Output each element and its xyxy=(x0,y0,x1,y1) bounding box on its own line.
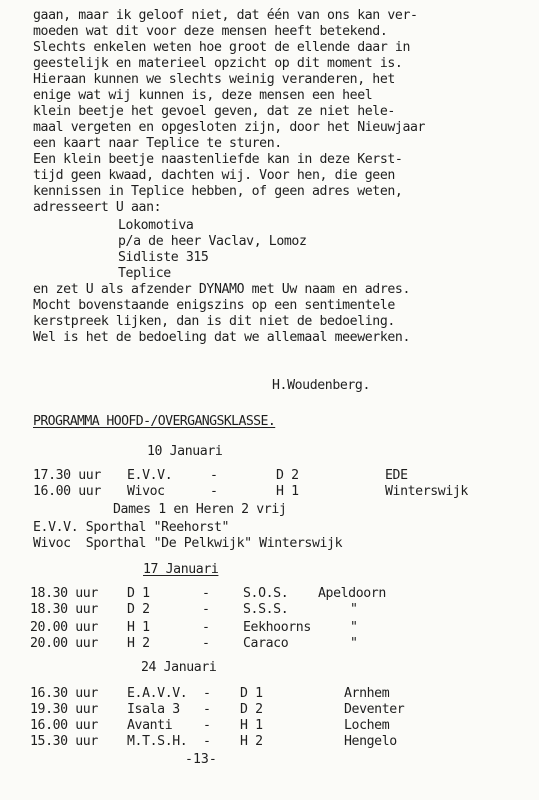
venue-line: E.V.V. Sporthal "Reehorst" xyxy=(33,520,230,535)
match-time: 18.30 uur xyxy=(30,602,98,617)
separator-dash: - xyxy=(202,620,210,635)
address-line: p/a de heer Vaclav, Lomoz xyxy=(118,234,307,249)
separator-dash: - xyxy=(202,586,210,601)
date-heading: 24 Januari xyxy=(141,660,217,675)
section-heading: PROGRAMMA HOOFD-/OVERGANGSKLASSE. xyxy=(33,414,276,429)
away-team: D 2 xyxy=(240,702,263,717)
separator-dash: - xyxy=(203,702,211,717)
away-team: D 2 xyxy=(276,468,299,483)
home-team: E.V.V. xyxy=(127,468,173,483)
home-team: E.A.V.V. xyxy=(127,686,188,701)
match-place: Deventer xyxy=(344,702,405,717)
match-place: " xyxy=(350,636,358,651)
text-line: klein beetje het gevoel geven, dat ze niet hele- xyxy=(33,104,395,119)
match-place: Hengelo xyxy=(344,734,397,749)
separator-dash: - xyxy=(202,602,210,617)
address-line: Sidliste 315 xyxy=(118,250,209,265)
match-time: 16.30 uur xyxy=(30,686,98,701)
separator-dash: - xyxy=(202,636,210,651)
match-place: " xyxy=(350,602,358,617)
text-line: Mocht bovenstaande enigszins op een sentimentele xyxy=(33,298,395,313)
match-time: 18.30 uur xyxy=(30,586,98,601)
page-number: -13- xyxy=(185,752,217,767)
address-line: Teplice xyxy=(118,266,171,281)
match-place: Lochem xyxy=(344,718,390,733)
away-team: S.S.S. xyxy=(243,602,289,617)
match-place: " xyxy=(350,620,358,635)
match-time: 20.00 uur xyxy=(30,620,98,635)
text-line: kerstpreek lijken, dan is dit niet de bedoeling. xyxy=(33,314,395,329)
text-line: Een klein beetje naastenliefde kan in deze Kerst- xyxy=(33,152,403,167)
text-line: maal vergeten en opgesloten zijn, door het Nieuwjaar xyxy=(33,120,426,135)
match-place: Apeldoorn xyxy=(318,586,386,601)
schedule-note: Dames 1 en Heren 2 vrij xyxy=(113,502,287,517)
text-line: tijd geen kwaad, dachten wij. Voor hen, die geen xyxy=(33,168,395,183)
date-heading: 10 Januari xyxy=(147,444,223,459)
text-line: moeden wat dit voor deze mensen heeft betekend. xyxy=(33,24,388,39)
home-team: H 1 xyxy=(127,620,150,635)
home-team: D 1 xyxy=(127,586,150,601)
away-team: Eekhoorns xyxy=(243,620,311,635)
text-line: Slechts enkelen weten hoe groot de ellende daar in xyxy=(33,40,410,55)
signature: H.Woudenberg. xyxy=(272,378,371,393)
text-line: een kaart naar Teplice te sturen. xyxy=(33,136,282,151)
match-time: 15.30 uur xyxy=(30,734,98,749)
away-team: H 1 xyxy=(240,718,263,733)
match-place: Arnhem xyxy=(344,686,390,701)
separator-dash: - xyxy=(203,718,211,733)
text-line: Wel is het de bedoeling dat we allemaal meewerken. xyxy=(33,330,410,345)
home-team: D 2 xyxy=(127,602,150,617)
match-time: 16.00 uur xyxy=(33,484,101,499)
date-heading: 17 Januari xyxy=(143,562,219,577)
text-line: gaan, maar ik geloof niet, dat één van ons kan ver- xyxy=(33,8,418,23)
text-line: adresseert U aan: xyxy=(33,200,162,215)
home-team: H 2 xyxy=(127,636,150,651)
match-time: 16.00 uur xyxy=(30,718,98,733)
separator-dash: - xyxy=(210,484,218,499)
match-time: 19.30 uur xyxy=(30,702,98,717)
away-team: Caraco xyxy=(243,636,289,651)
match-place: EDE xyxy=(385,468,408,483)
venue-line: Wivoc Sporthal "De Pelkwijk" Winterswijk xyxy=(33,536,343,551)
home-team: Avanti xyxy=(127,718,173,733)
match-time: 17.30 uur xyxy=(33,468,101,483)
away-team: H 1 xyxy=(276,484,299,499)
separator-dash: - xyxy=(210,468,218,483)
text-line: enige wat wij kunnen is, deze mensen een heel xyxy=(33,88,373,103)
address-line: Lokomotiva xyxy=(118,218,194,233)
home-team: Wivoc xyxy=(127,484,165,499)
home-team: M.T.S.H. xyxy=(127,734,188,749)
text-line: en zet U als afzender DYNAMO met Uw naam en adres. xyxy=(33,282,410,297)
away-team: S.O.S. xyxy=(243,586,289,601)
text-line: Hieraan kunnen we slechts weinig veranderen, het xyxy=(33,72,395,87)
separator-dash: - xyxy=(203,734,211,749)
text-line: kennissen in Teplice hebben, of geen adres weten, xyxy=(33,184,403,199)
match-place: Winterswijk xyxy=(385,484,468,499)
home-team: Isala 3 xyxy=(127,702,180,717)
away-team: H 2 xyxy=(240,734,263,749)
away-team: D 1 xyxy=(240,686,263,701)
match-time: 20.00 uur xyxy=(30,636,98,651)
separator-dash: - xyxy=(203,686,211,701)
text-line: geestelijk en materieel opzicht op dit moment is. xyxy=(33,56,403,71)
